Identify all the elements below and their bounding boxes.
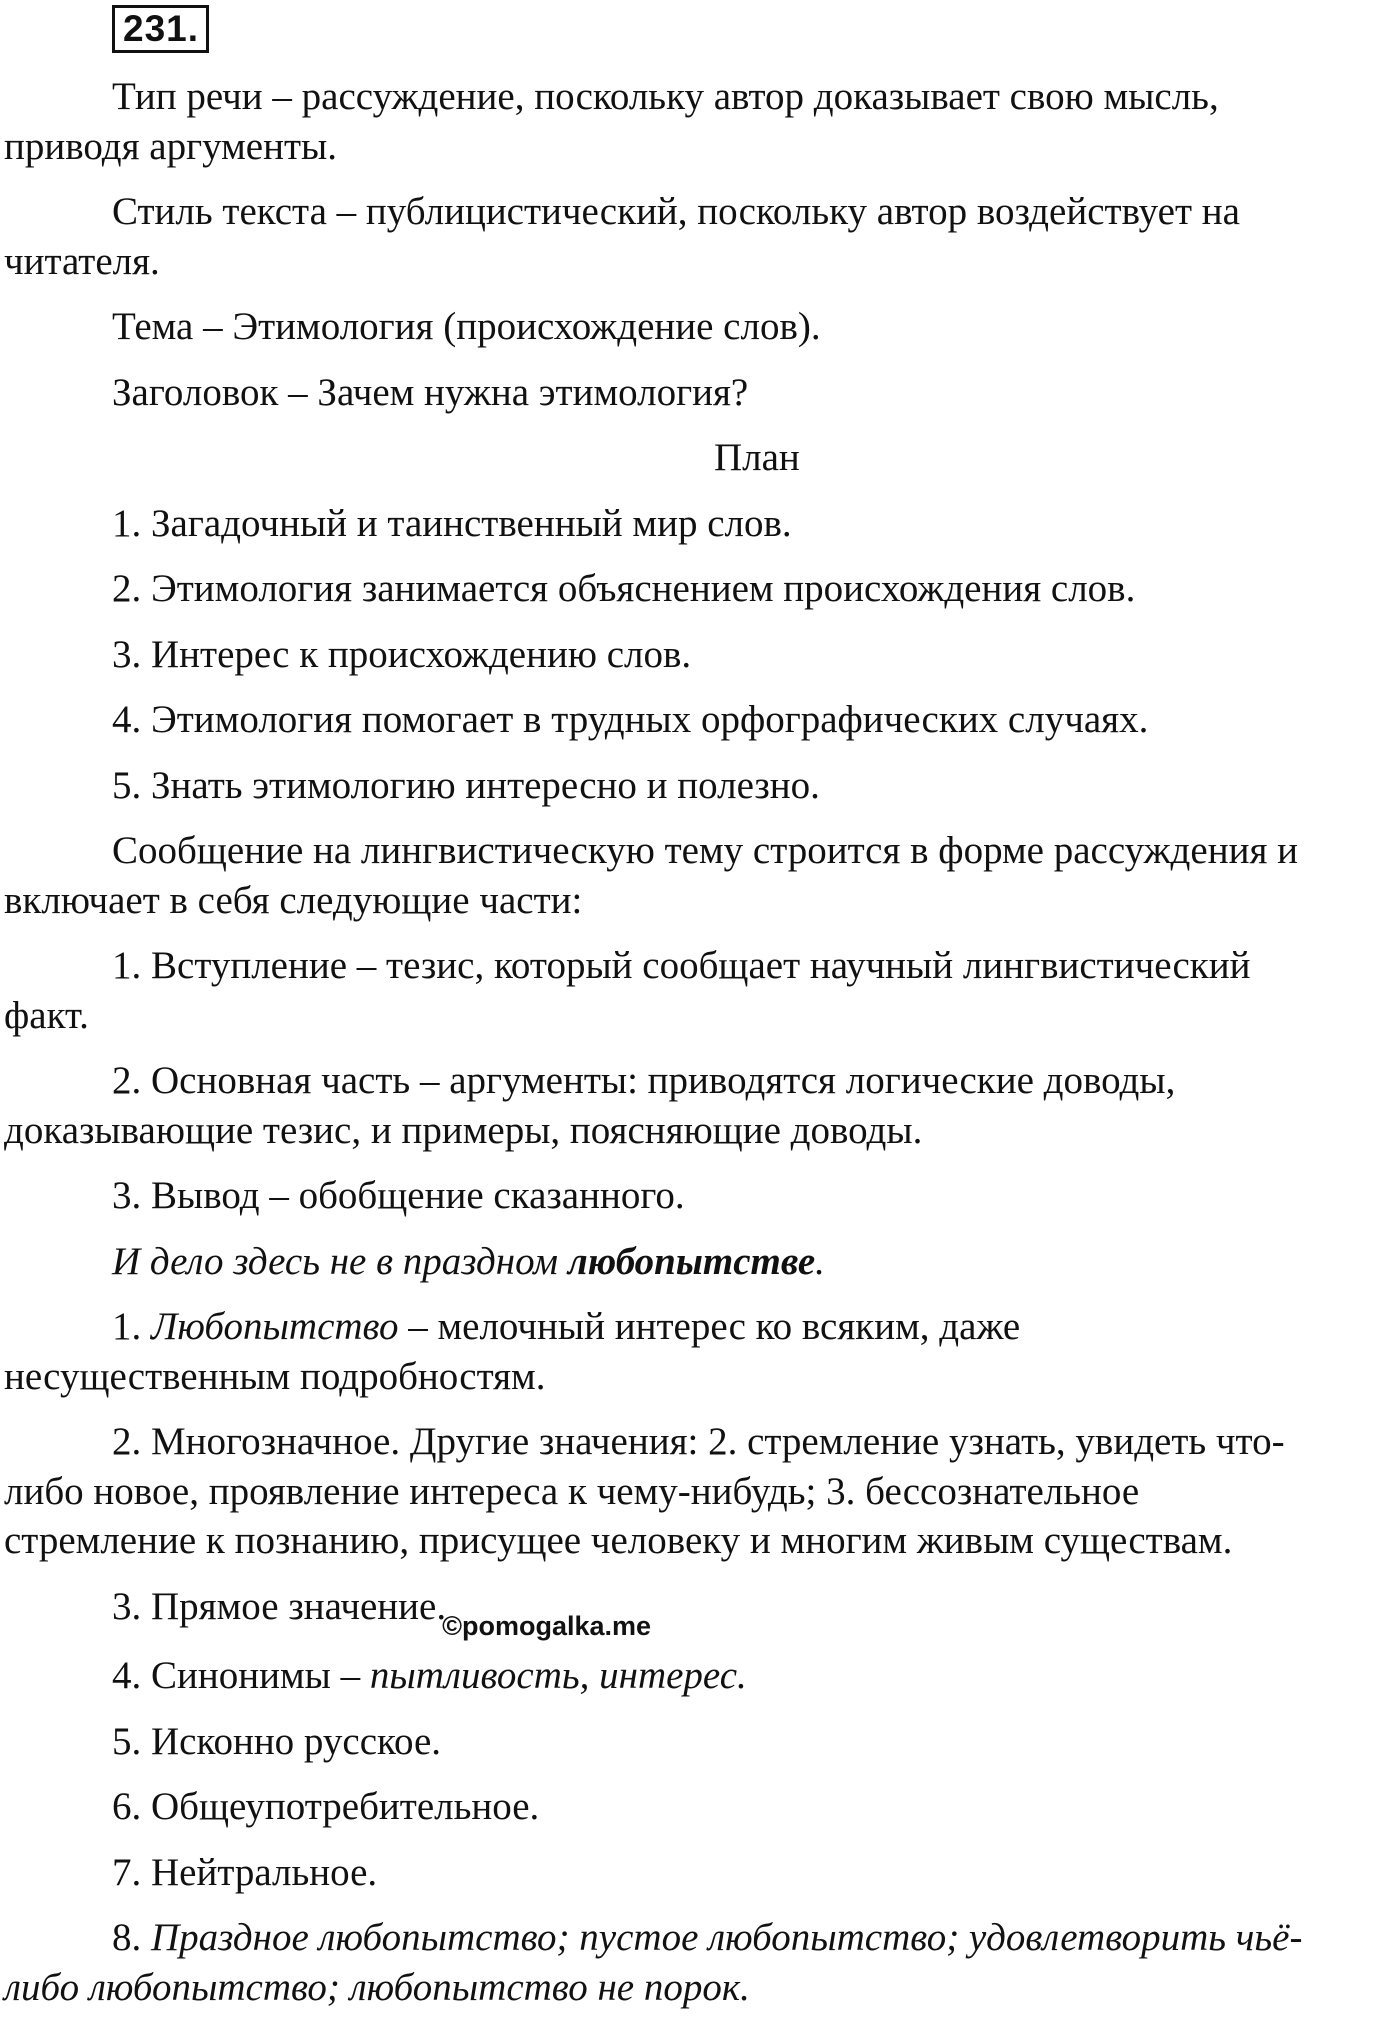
text-line: стремление к познанию, присущее человеку и многим живым существам. (4, 1519, 1233, 1562)
exercise-number: 231. (112, 5, 209, 53)
paragraph-heading: Заголовок – Зачем нужна этимология? (112, 370, 749, 414)
text-line: доказывающие тезис, и примеры, поясняющие доводы. (4, 1108, 923, 1152)
watermark: ©pomogalka.me (442, 1610, 652, 1641)
analysis-item-6: 6. Общеупотребительное. (112, 1785, 540, 1828)
paragraph-text-style (4, 187, 1396, 286)
text-line: либо новое, проявление интереса к чему-нибудь; 3. бессознательное (4, 1469, 1140, 1513)
text-line: 2. Основная часть – аргументы: приводятся логические доводы, (112, 1059, 1176, 1102)
quote-lead: И дело здесь не в праздном (112, 1239, 568, 1283)
analysis-item-5: 5. Исконно русское. (112, 1719, 442, 1763)
document-body (4, 72, 1396, 2028)
text-line: 3. Прямое значение. (112, 1584, 447, 1628)
paragraph-speech-type (4, 72, 1396, 171)
plan-item: 2. Этимология занимается объяснением происхождения слов. (112, 567, 1136, 610)
text-line: Сообщение на лингвистическую тему строится в форме рассуждения и (112, 829, 1299, 872)
text-line: приводя аргументы. (4, 124, 337, 168)
plan-item: 1. Загадочный и таинственный мир слов. (112, 501, 792, 545)
item-number: 1. (112, 1305, 151, 1348)
plan-item: 5. Знать этимологию интересно и полезно. (112, 763, 820, 807)
part-conclusion: 3. Вывод – обобщение сказанного. (112, 1174, 685, 1217)
synonyms: пытливость, интерес. (369, 1654, 747, 1697)
analysis-item-2 (4, 1417, 1396, 1566)
collocations: либо любопытство; любопытство не порок. (4, 1965, 750, 2009)
paragraph-topic: Тема – Этимология (происхождение слов). (112, 305, 821, 348)
plan-item: 4. Этимология помогает в трудных орфографических случаях. (112, 698, 1149, 741)
analysis-item-4 (4, 1651, 1396, 1701)
text-line: Стиль текста – публицистический, поскольку автор воздействует на (112, 190, 1240, 233)
item-number: 8. (112, 1916, 151, 1959)
text-line: Тип речи – рассуждение, поскольку автор доказывает свою мысль, (112, 75, 1219, 118)
quote-end: . (815, 1239, 825, 1283)
part-main (4, 1056, 1396, 1155)
quote-keyword: любопытстве (567, 1239, 816, 1283)
text-line: 4. Синонимы – (112, 1654, 370, 1697)
text-line: – мелочный интерес ко всяким, даже (398, 1305, 1021, 1348)
quote-sentence (4, 1237, 1396, 1287)
keyword: Любопытство (151, 1305, 399, 1348)
analysis-item-1 (4, 1302, 1396, 1401)
collocations: Праздное любопытство; пустое любопытство; удовлетворить чьё- (151, 1916, 1303, 1959)
plan-item: 3. Интерес к происхождению слов. (112, 632, 692, 676)
analysis-item-8 (4, 1913, 1396, 2012)
text-line: несущественным подробностям. (4, 1354, 546, 1398)
part-introduction (4, 941, 1396, 1040)
text-line: читателя. (4, 239, 160, 283)
text-line: 1. Вступление – тезис, который сообщает научный лингвистический (112, 944, 1251, 987)
text-line: 2. Многозначное. Другие значения: 2. стремление узнать, увидеть что- (112, 1420, 1285, 1463)
analysis-item-7: 7. Нейтральное. (112, 1850, 378, 1894)
paragraph-message-structure (4, 826, 1396, 925)
analysis-item-3 (4, 1582, 1396, 1641)
plan-title: План (714, 436, 800, 479)
text-line: включает в себя следующие части: (4, 878, 583, 922)
text-line: факт. (4, 993, 89, 1037)
